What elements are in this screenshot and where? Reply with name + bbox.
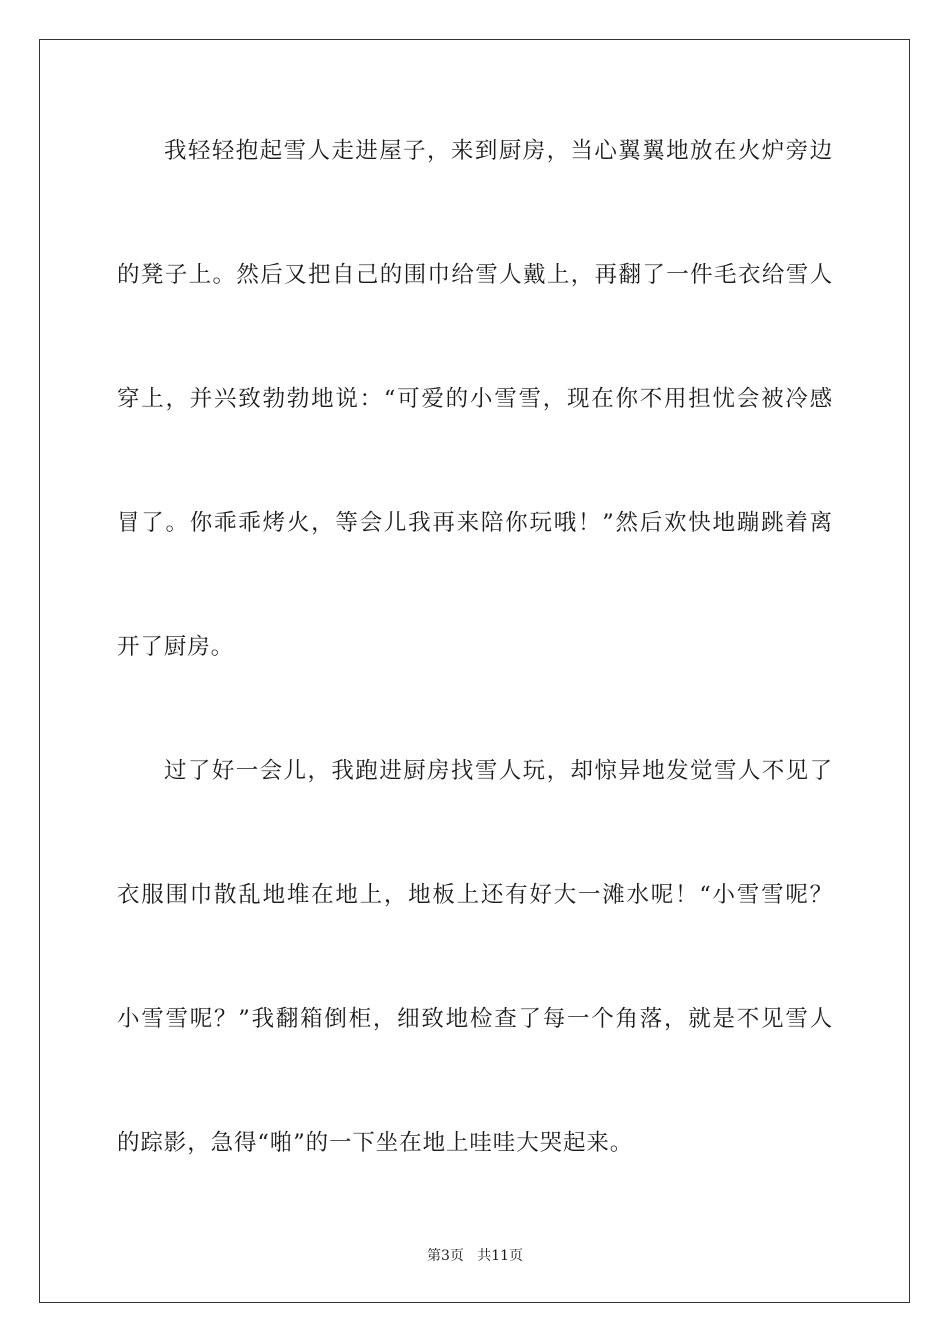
text-line: 冒了。你乖乖烤火，等会儿我再来陪你玩哦！”然后欢快地蹦跳着离 [117,510,833,536]
text-line: 的踪影，急得“啪”的一下坐在地上哇哇大哭起来。 [117,1130,634,1156]
text-line: 过了好一会儿，我跑进厨房找雪人玩，却惊异地发觉雪人不见了 [164,758,833,784]
page-border [39,39,910,1303]
text-line: 穿上，并兴致勃勃地说：“可爱的小雪雪，现在你不用担忧会被冷感 [117,386,833,412]
text-line: 小雪雪呢？”我翻箱倒柜，细致地检查了每一个角落，就是不见雪人 [117,1006,833,1032]
page-number-footer: 第3页 共11页 [426,1248,524,1264]
text-line: 我轻轻抱起雪人走进屋子，来到厨房，当心翼翼地放在火炉旁边 [164,138,833,164]
text-line: 的凳子上。然后又把自己的围巾给雪人戴上，再翻了一件毛衣给雪人 [117,262,833,288]
text-line: 衣服围巾散乱地堆在地上，地板上还有好大一滩水呢！“小雪雪呢？ [117,882,833,908]
text-line: 开了厨房。 [117,634,235,660]
